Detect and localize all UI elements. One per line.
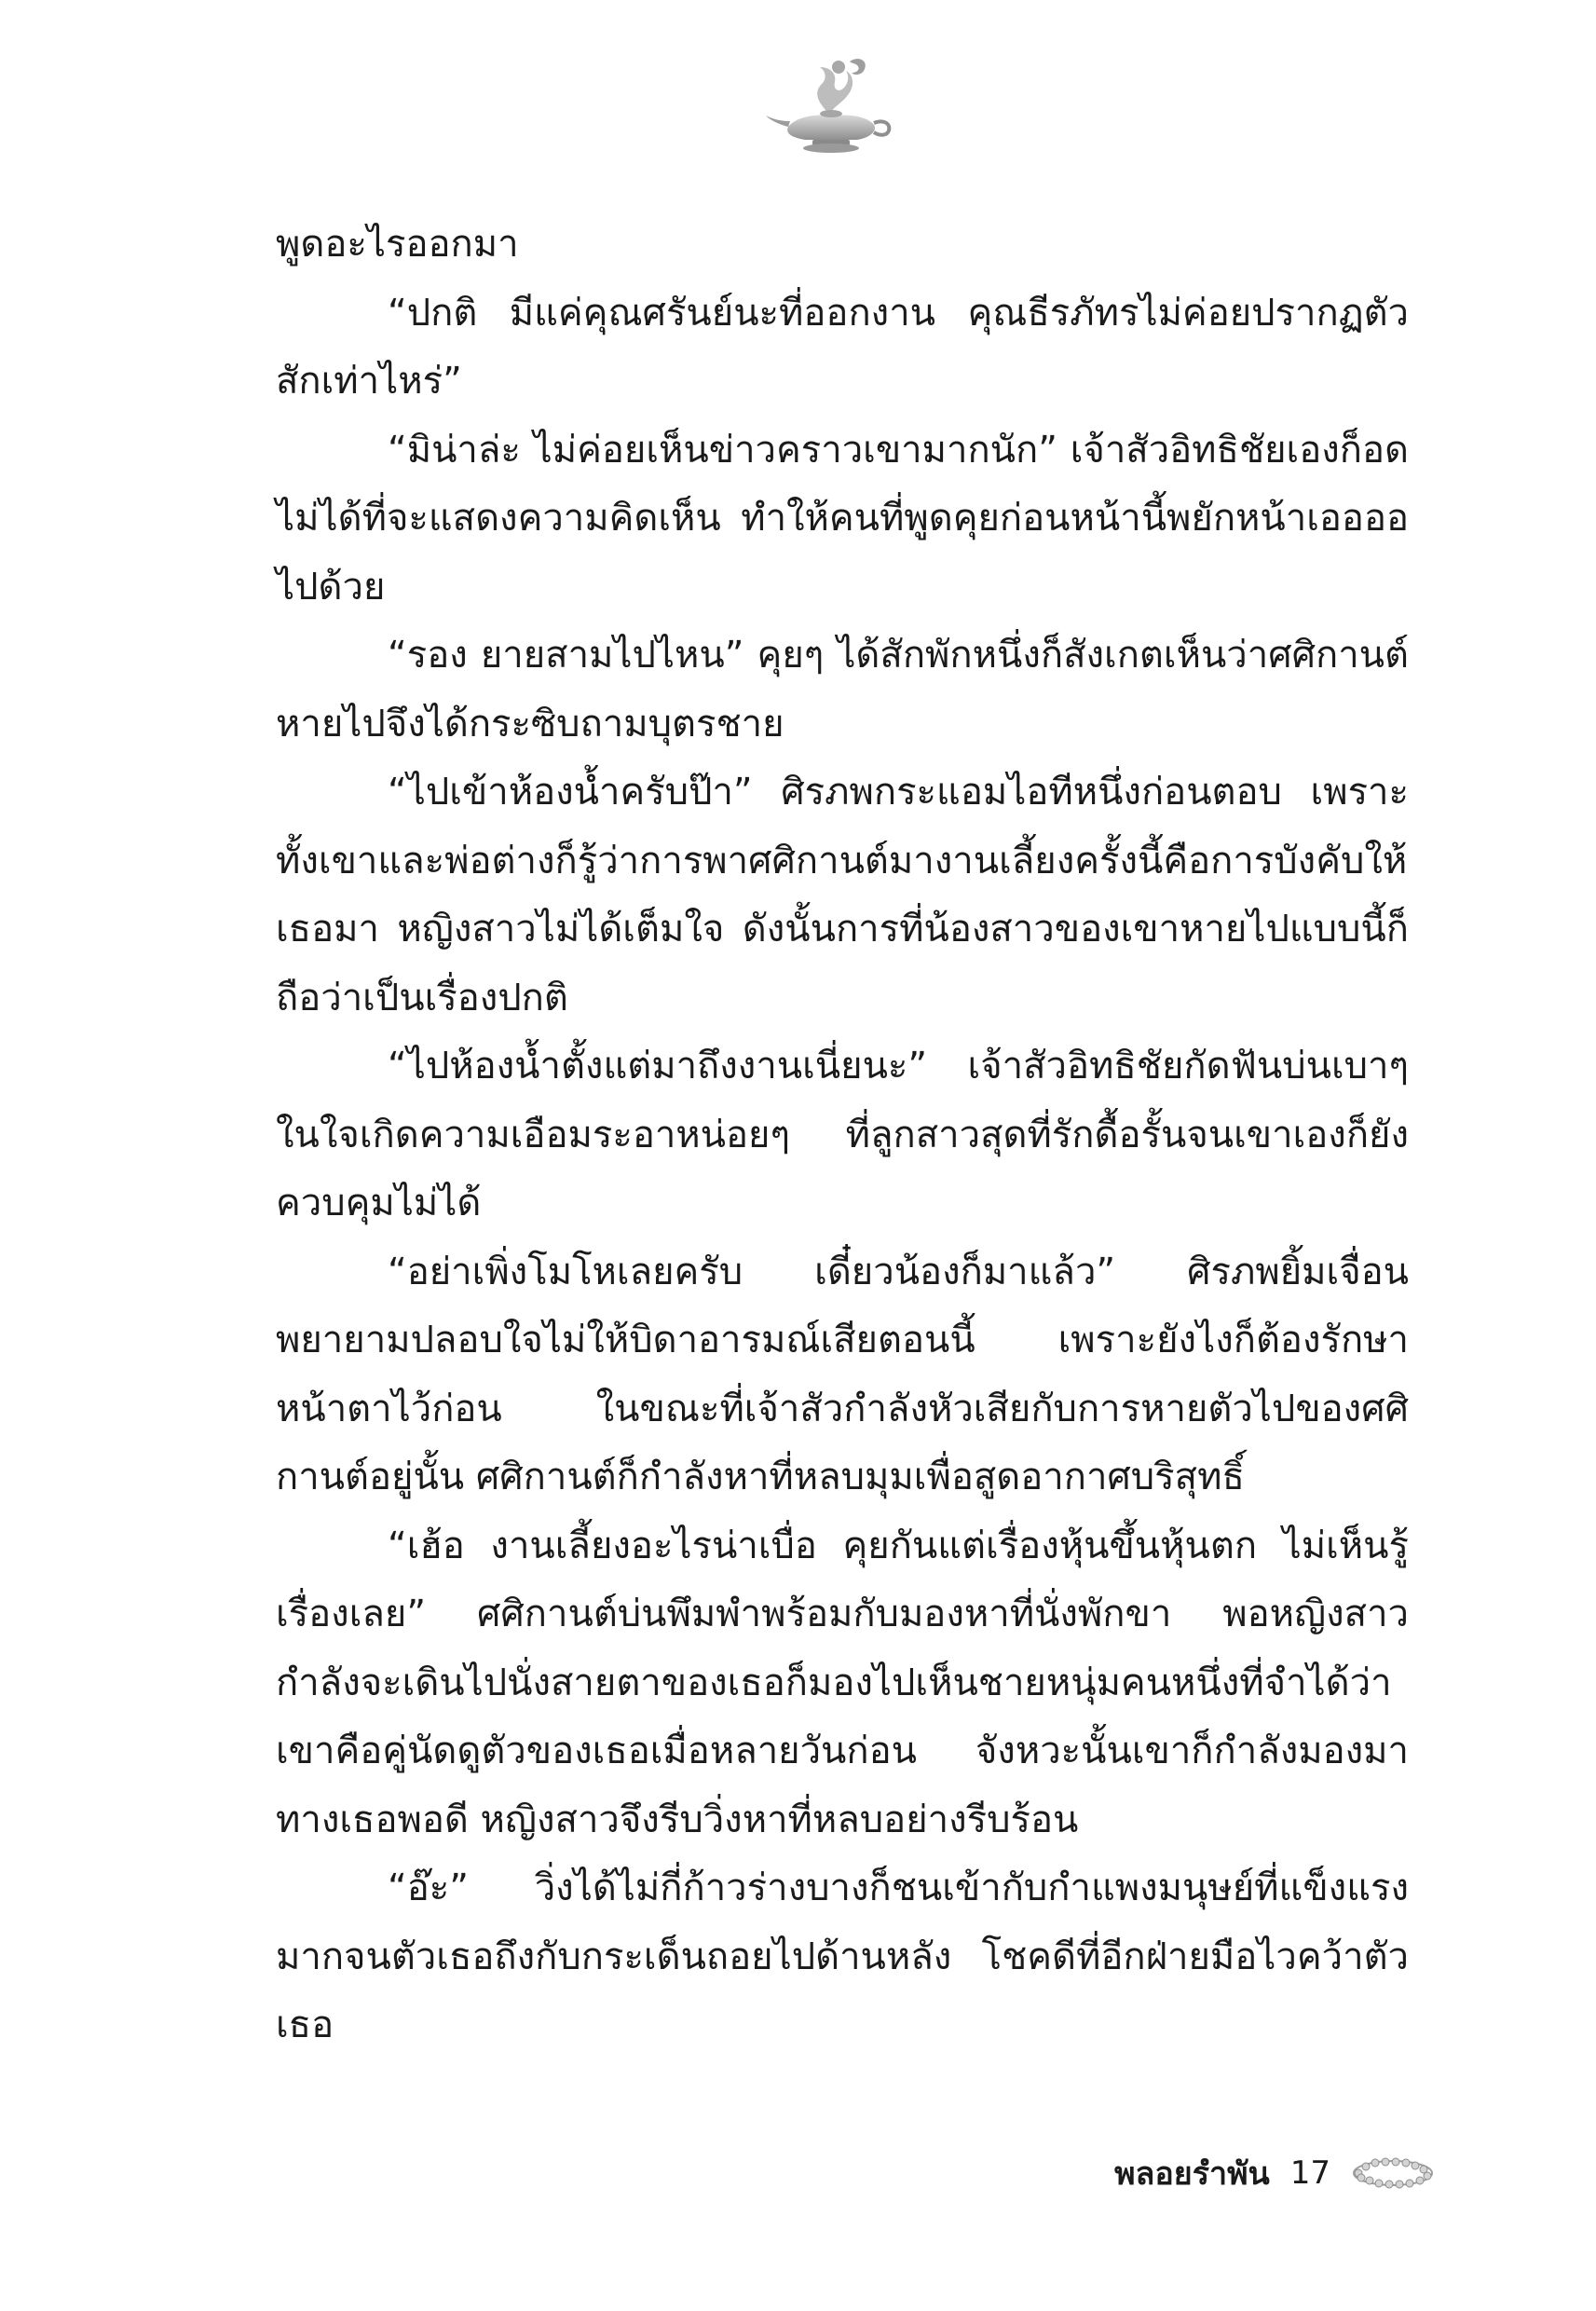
paragraph: “เฮ้อ งานเลี้ยงอะไรน่าเบื่อ คุยกันแต่เรื่องหุ้นขึ้นหุ้นตก ไม่เห็นรู้เรื่องเลย” ศศิกานต์บ่นพึมพำพร้อมกับมองหาที่นั่งพักขา พอหญิงสาวกำลังจะเดินไปนั่งสายตาของเธอก็มองไปเห็นชายหนุ่มคนหนึ่งที่จำได้ว่าเขาคือคู่นัดดูตัวของเธอเมื่อหลายวันก่อน จังหวะนั้นเขาก็กำลังมองมาทางเธอพอดี หญิงสาวจึงรีบวิ่งหาที่หลบอย่างรีบร้อน — [276, 1524, 1409, 1841]
page-footer — [1044, 2145, 1435, 2201]
genie-lamp-ornament-icon — [760, 54, 900, 157]
paragraph: “รอง ยายสามไปไหน” คุยๆ ได้สักพักหนึ่งก็สังเกตเห็นว่าศศิกานต์หายไปจึงได้กระซิบถามบุตรชาย — [276, 634, 1409, 745]
book-title: พลอยรำพัน — [1114, 2155, 1270, 2193]
pearl-ring-ornament-icon — [1351, 2157, 1435, 2189]
paragraph: “ไปเข้าห้องน้ำครับป๊า” ศิรภพกระแอมไอทีหนึ่งก่อนตอบ เพราะทั้งเขาและพ่อต่างก็รู้ว่าการพาศศิกานต์มางานเลี้ยงครั้งนี้คือการบังคับให้เธอมา หญิงสาวไม่ได้เต็มใจ ดังนั้นการที่น้องสาวของเขาหายไปแบบนี้ก็ถือว่าเป็นเรื่องปกติ — [276, 771, 1409, 1019]
page-number: 17 — [1289, 2154, 1330, 2192]
paragraph: “มิน่าล่ะ ไม่ค่อยเห็นข่าวคราวเขามากนัก” เจ้าสัวอิทธิชัยเองก็อดไม่ได้ที่จะแสดงความคิดเห็น ทำให้คนที่พูดคุยก่อนหน้านี้พยักหน้าเออออไปด้วย — [276, 428, 1409, 609]
paragraph: “อย่าเพิ่งโมโหเลยครับ เดี๋ยวน้องก็มาแล้ว” ศิรภพยิ้มเจื่อนพยายามปลอบใจไม่ให้บิดาอารมณ์เสียตอนนี้ เพราะยังไงก็ต้องรักษาหน้าตาไว้ก่อน ในขณะที่เจ้าสัวกำลังหัวเสียกับการหายตัวไปของศศิกานต์อยู่นั้น ศศิกานต์ก็กำลังหาที่หลบมุมเพื่อสูดอากาศบริสุทธิ์ — [276, 1250, 1409, 1498]
paragraph: “อ๊ะ” วิ่งได้ไม่กี่ก้าวร่างบางก็ชนเข้ากับกำแพงมนุษย์ที่แข็งแรงมากจนตัวเธอถึงกับกระเด็นถอยไปด้านหลัง โชคดีที่อีกฝ่ายมือไวคว้าตัวเธอ — [276, 1867, 1409, 2046]
paragraph: พูดอะไรออกมา — [276, 223, 519, 266]
paragraph: “ไปห้องน้ำตั้งแต่มาถึงงานเนี่ยนะ” เจ้าสัวอิทธิชัยกัดฟันบ่นเบาๆ ในใจเกิดความเอือมระอาหน่อยๆ ที่ลูกสาวสุดที่รักดื้อรั้นจนเขาเองก็ยังควบคุมไม่ได้ — [276, 1045, 1409, 1224]
paragraph: “ปกติ มีแค่คุณศรันย์นะที่ออกงาน คุณธีรภัทรไม่ค่อยปรากฏตัวสักเท่าไหร่” — [276, 291, 1409, 403]
page-body — [276, 211, 1409, 2060]
